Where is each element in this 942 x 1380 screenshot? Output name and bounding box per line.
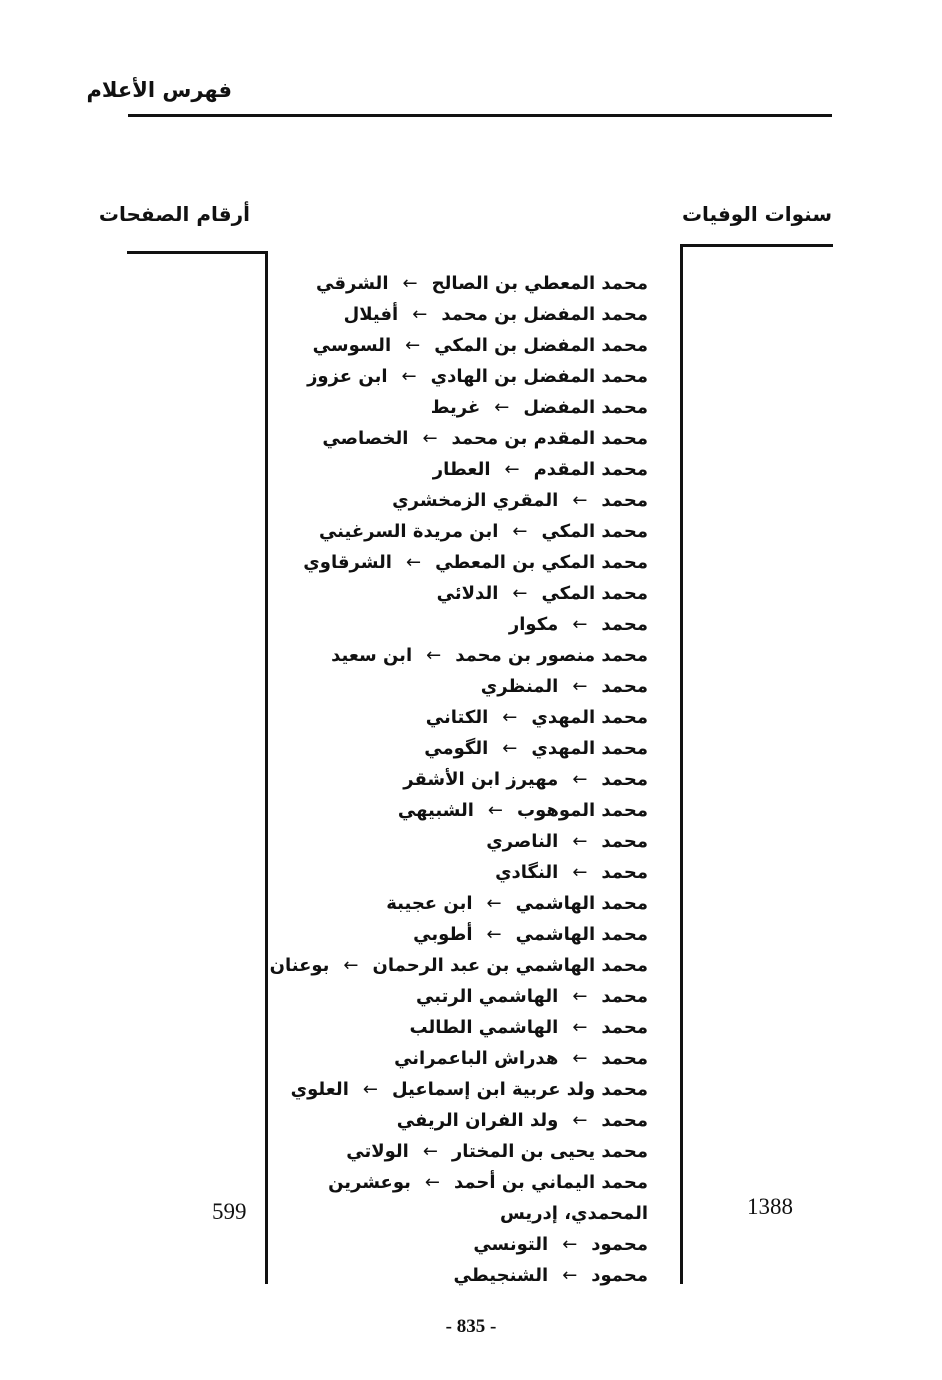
index-entries [270,268,648,1291]
entry-reference: أطوبي [413,924,473,945]
entry-reference: التونسي [473,1234,549,1255]
entry-reference: السوسي [312,335,392,356]
index-entry [270,330,648,361]
entry-reference: غريط [430,397,481,418]
entry-name: محمد [601,1017,648,1038]
index-entry [270,609,648,640]
entry-name: محمد [601,1110,648,1131]
entry-name: محمد الهاشمي [515,893,648,914]
left-arrow-icon: ← [572,1110,588,1131]
entry-name: محمد ولد عربية ابن إسماعيل [391,1079,648,1100]
index-entry [270,1043,648,1074]
left-arrow-icon: ← [502,738,518,759]
entry-name: محمد المفضل [523,397,648,418]
left-arrow-icon: ← [512,521,528,542]
entry-reference: بوعشرين [328,1172,411,1193]
left-arrow-icon: ← [572,490,588,511]
left-arrow-icon: ← [572,862,588,883]
left-arrow-icon: ← [424,1172,440,1193]
entry-name: محمد المعطي بن الصالح [431,273,648,294]
left-arrow-icon: ← [486,924,502,945]
index-entry [270,1136,648,1167]
entry-name: محمد الهاشمي بن عبد الرحمان [372,955,648,976]
left-arrow-icon: ← [422,1141,438,1162]
entry-reference: أفيلال [343,304,399,325]
entry-name: محمد الهاشمي [515,924,648,945]
entry-reference: هدراش الباعمراني [394,1048,559,1069]
left-arrow-icon: ← [426,645,442,666]
index-entry [270,299,648,330]
entry-reference: المنظري [480,676,559,697]
entry-reference: ابن عجيبة [386,893,473,914]
pages-column-top-rule [127,251,268,254]
death-year-value: 1388 [747,1194,793,1219]
entry-name: محمد [601,769,648,790]
index-entry [270,702,648,733]
index-entry [270,1260,648,1291]
index-entry [270,981,648,1012]
entry-name: محمد المفضل بن محمد [441,304,648,325]
entry-reference: الشرقاوي [303,552,392,573]
index-entry [270,888,648,919]
page-numbers-header: أرقام الصفحات [98,202,250,226]
left-arrow-icon: ← [562,1234,578,1255]
entry-reference: العطار [432,459,491,480]
left-arrow-icon: ← [401,366,417,387]
entry-name: محمود [591,1265,648,1286]
page-folio: - 835 - [445,1316,497,1337]
index-entry [270,547,648,578]
entry-name: محمد المقدم [533,459,648,480]
left-arrow-icon: ← [502,707,518,728]
left-arrow-icon: ← [572,831,588,852]
index-entry [270,640,648,671]
entry-reference: الكتاني [425,707,489,728]
entry-name: محمد [601,862,648,883]
entry-name: محمد [601,1048,648,1069]
index-entry [270,485,648,516]
left-arrow-icon: ← [562,1265,578,1286]
page-number-value: 599 [212,1199,247,1224]
entry-reference: الگومي [424,738,489,759]
entry-reference: العلوي [290,1079,349,1100]
entry-reference: الشبيهي [397,800,474,821]
index-entry [270,733,648,764]
index-entry [270,392,648,423]
entry-name: محمد المقدم بن محمد [451,428,648,449]
entry-reference: الدلائي [436,583,499,604]
index-entry [270,423,648,454]
entry-reference: الهاشمي الرتبي [416,986,559,1007]
index-entry [270,516,648,547]
entry-name: المحمدي، إدريس [499,1203,648,1224]
entry-name: محمد اليماني بن أحمد [453,1172,648,1193]
index-entry [270,454,648,485]
left-arrow-icon: ← [512,583,528,604]
entry-name: محمد المفضل بن الهادي [430,366,648,387]
left-arrow-icon: ← [422,428,438,449]
index-entry [270,1012,648,1043]
years-column-top-rule [680,244,833,247]
entry-name: محمد [601,490,648,511]
entry-reference: ابن سعيد [331,645,413,666]
entry-reference: الناصري [486,831,559,852]
left-arrow-icon: ← [402,273,418,294]
index-entry [270,1198,648,1229]
death-years-header: سنوات الوفيات [681,202,832,226]
pages-column-divider [265,251,268,1284]
left-arrow-icon: ← [412,304,428,325]
entry-reference: الشنجيطي [453,1265,549,1286]
left-arrow-icon: ← [486,893,502,914]
left-arrow-icon: ← [487,800,504,821]
running-title: فهرس الأعلام [86,78,232,102]
entry-reference: الخصاصي [322,428,409,449]
left-arrow-icon: ← [405,335,421,356]
index-entry [270,1105,648,1136]
index-entry [270,578,648,609]
left-arrow-icon: ← [572,1017,588,1038]
left-arrow-icon: ← [572,1048,588,1069]
entry-reference: ابن عزوز [307,366,388,387]
entry-name: محمد [601,831,648,852]
left-arrow-icon: ← [362,1079,378,1100]
entry-name: محمد المفضل بن المكي [434,335,648,356]
entry-name: محمد يحيى بن المختار [451,1141,648,1162]
index-entry [270,1074,648,1105]
left-arrow-icon: ← [504,459,520,480]
index-entry [270,826,648,857]
left-arrow-icon: ← [405,552,422,573]
entry-reference: الشرقي [316,273,389,294]
entry-name: محمد المكي بن المعطي [435,552,648,573]
index-entry [270,919,648,950]
index-entry [270,268,648,299]
index-entry [270,857,648,888]
index-entry [270,671,648,702]
index-entry [270,1167,648,1198]
index-entry [270,764,648,795]
entry-reference: بوعنان [269,955,330,976]
entry-reference: الولاتي [346,1141,409,1162]
entry-reference: المقري الزمخشري [392,490,559,511]
left-arrow-icon: ← [343,955,359,976]
entry-name: محمد [601,614,648,635]
entry-name: محمد منصور بن محمد [455,645,648,666]
left-arrow-icon: ← [494,397,510,418]
entry-name: محمد المكي [541,583,648,604]
index-entry [270,950,648,981]
entry-reference: مهيرز ابن الأشقر [403,769,559,790]
left-arrow-icon: ← [572,986,588,1007]
years-column-divider [680,244,683,1284]
entry-reference: مكوار [508,614,559,635]
entry-name: محمد [601,676,648,697]
entry-name: محمد المكي [541,521,648,542]
left-arrow-icon: ← [572,769,588,790]
index-entry [270,361,648,392]
entry-name: محمد [601,986,648,1007]
index-entry [270,1229,648,1260]
entry-reference: الهاشمي الطالب [409,1017,559,1038]
top-rule [128,114,832,117]
left-arrow-icon: ← [572,614,588,635]
index-entry [270,795,648,826]
left-arrow-icon: ← [572,676,588,697]
entry-reference: ابن مريدة السرغيني [318,521,499,542]
entry-name: محمد المهدي [531,707,648,728]
entry-reference: النگادي [495,862,559,883]
entry-name: محمد الموهوب [517,800,648,821]
entry-name: محمود [591,1234,648,1255]
entry-reference: ولد الفران الريفي [396,1110,559,1131]
entry-name: محمد المهدي [531,738,648,759]
